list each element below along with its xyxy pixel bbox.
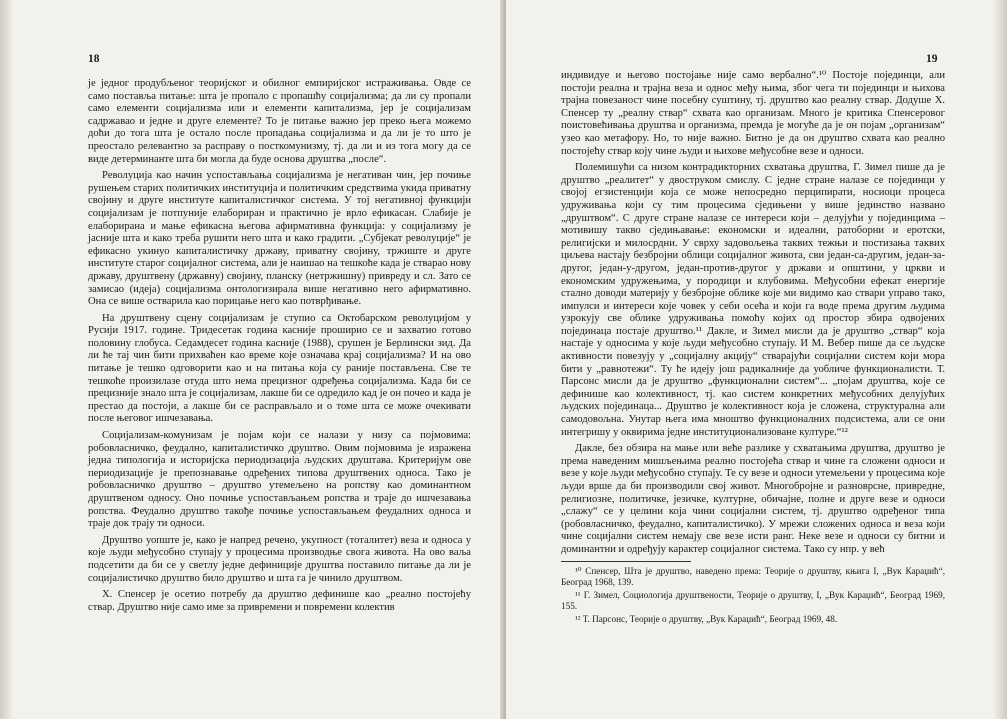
left-page [0, 0, 503, 719]
page-number: 19 [926, 53, 938, 65]
paragraph: Друштво уопште је, како је напред речено, укупност (тоталитет) веза и односа у које људи међусобно ступају у процесима производње свога живота. На ово ваља подсетити да би се у светлу једне дефиниције друштва поставило питање да ли је социјалистичко друштво било друштво и шта га је чинило друштвом. [88, 534, 471, 584]
paragraph: Полемишући са низом контрадикторних схватања друштва, Г. Зимел пише да је друштво „реалитет“ у двоструком смислу. С једне стране налазе се појединци у својој егзистенцији која се може непосредно перципирати, носиоци процеса удруживања који су тим процесима сједињени у више јединство названо „друштвом“. С друге стране налазе се интереси који – делујући у појединцима – мотивишу такво сједињавање: економски и идеални, ратоборни и еротски, религијски и милосрдни. У сврху задовољења таквих тежњи и постизања таквих циљева настају безбројни облици социјалног живота, сви један-са-другим, један-за-другог, један-у-другом, један-против-другог у држави и општини, у цркви и економским удружењима, у породици и клубовима. Међусобни ефекат енергије стално доводи материју у безбројне облике које ми видимо као ствари управо тако, импулси и интереси које човек у себи осећа и који га воде према другим људима узрокују све облике удруживања помоћу којих од простор збира одвојених појединаца постаје друштво.¹¹ Дакле, и Зимел мисли да је друштво „ствар“ која настаје у односима у које људи међусобно ступају. И М. Вебер пише да се људске активности повезују у „социјалну акцију“ стварајући социјални систем који мора бити у „равнотежи“. Ту ће идеју још радикалније да уобличе функционалисти. Т. Парсонс мисли да је друштво „функционални систем“... „појам друштва, које се дефинише као колективност, тј. као систем конкретних међусобних делујућих људских појединаца... Друштво је колективност која је сложена, структурална али самодовољна. Унутар њега има мноштво функционалних подсистема, али се они интегришу у оквирима једне институционализоване културе.“¹² [561, 162, 945, 438]
paragraph: Х. Спенсер је осетио потребу да друштво дефинише као „реално постојећу ствар. Друштво није само име за привремени и повремени колектив [88, 589, 471, 613]
paragraph: Социјализам-комунизам је појам који се налази у низу са појмовима: робовласничко, феудално, капиталистичко друштво. Овим појмовима је изражена једна типологија и историјска периодизација људских друштава. Критеријум ове периодизације је препознавање одређених типова друштвених односа. Тако је робовласничко друштво – друштво утемељено на ропству као доминантном друштвеном односу. Оно почиње успостављањем ропства и траје до ишчезавања ропства. Феудално друштво такође почиње успостављањем феудалних односа и траје док трају ти односи. [88, 430, 471, 530]
right-page-body [561, 70, 945, 627]
paragraph: На друштвену сцену социјализам је ступио са Октобарском револуцијом у Русији 1917. године. Тридесетак година касније проширио се и захватио готово половину глобуса. Седамдесет година касније (1988), срушен је Берлински зид. Да ли ће тај чин бити прихваћен као време које означава крај социјализма? И на ово питање је тешко одговорити као и на питања која су раније постављена. Све те тешкоће произилазе отуда што нема прецизног одређења социјализма. Када би се прецизније знало шта је социјализам, лакше би се одредило кад је он почео и када је престао да постоји, а лакше би се расправљало и о томе шта се може очекивати после његовог ишчезавања. [88, 312, 471, 425]
paragraph: Дакле, без обзира на мање или веће разлике у схватањима друштва, друштво је према наведеним мишљењима реално постојећа ствар и чине га сложени односи и везе у које људи међусобно ступају. Те су везе и односи утемељени у процесима које људи врше да би производили свој живот. Многобројне и разноврсне, привредне, религиозне, политичке, језичке, културне, обичајне, полне и друге везе и односи „слажу“ се у целини која чини социјални систем, тј. друштво одређеног типа (робовласничко, феудално, капиталистичко). У мрежи сложених односа и веза који чине социјални систем немају све везе исти ранг. Неке везе и односи су битни и доминантни и одређују карактер социјалног система. Тако су нпр. у већ [561, 443, 945, 555]
paragraph: је једног продубљеног теоријског и обилног емпиријског истраживања. Овде се само поставља питање: шта је пропало с пропашћу социјализма; да ли су пропали само елементи социјализма или и елементи капитализма, јер је социјализам садржавао и једне и друге елементе? То је питање важно јер преко њега можемо доћи до тога шта је остало после пропадања социјализма и да ли је то што је преостало релевантно за расправу о посткомунизму, тј. да ли и из тога могу да се виде детерминанте шта би могла да буде основа друштва „после“. [88, 78, 471, 165]
page-number: 18 [88, 53, 100, 65]
paragraph: Револуција као начин успостављања социјализма је негативан чин, јер почиње рушењем старих политичких институција и политичким средствима укида приватну својину и друге институте капиталистичког система. У тој негативној функцији социјализам је потпуније елабориран и практично је врло ефикасан. Слабије је елабориранa и мање ефикасна његова афирмативна функција: у социјализму је јасније шта и како треба рушити него шта и како градити. „Субјекат револуције“ је ефикасно укинуо капиталистичку државу, приватну својину, тржиште и друге институте старог социјалног система, али је наишао на тешкоће када је стварао нову државу, друштвену (државну) својину, планску (нетржишну) привреду и сл. Зато се замисао (идеја) социјализма онтологизирала више негативно него афирмативно. Она се више остварила као порицање него као потврђивање. [88, 170, 471, 308]
left-page-body [88, 78, 471, 618]
footnote: ¹⁰ Спенсер, Шта је друштво, наведено према: Теорије о друштву, књига I, „Вук Караџић“, Београд 1968, 139. [561, 565, 945, 587]
footnote-divider [561, 561, 691, 562]
footnotes [561, 566, 945, 625]
paragraph: индивидуе и његово постојање није само вербално“.¹⁰ Постоје појединци, али постоји реална и трајна веза и однос међу њима, због чега ти појединци и њихова трајна повезаност чине посебну суштину, тј. друштво као реалну ствар. Додуше Х. Спенсер ту „реалну ствар“ схвата као организам. Многo је критика Спенсеровог поистовећивања друштва и организма, премда је могуће да је он појам „организам“ узео као метафору. Но, то није важно. Битно је да он друштво схвата као реално постојећу ствар коју чине људи и њихове међусобне везе и односи. [561, 70, 945, 157]
right-page [506, 0, 1007, 719]
footnote: ¹¹ Г. Зимел, Социологија друштвености, Теорије о друштву, I, „Вук Караџић“, Београд 1969, 155. [561, 589, 945, 611]
page-edge-shadow [993, 0, 1007, 719]
footnote: ¹² Т. Парсонс, Теорије о друштву, „Вук Караџић“, Београд 1969, 48. [575, 613, 838, 624]
page-edge-shadow [0, 0, 14, 719]
